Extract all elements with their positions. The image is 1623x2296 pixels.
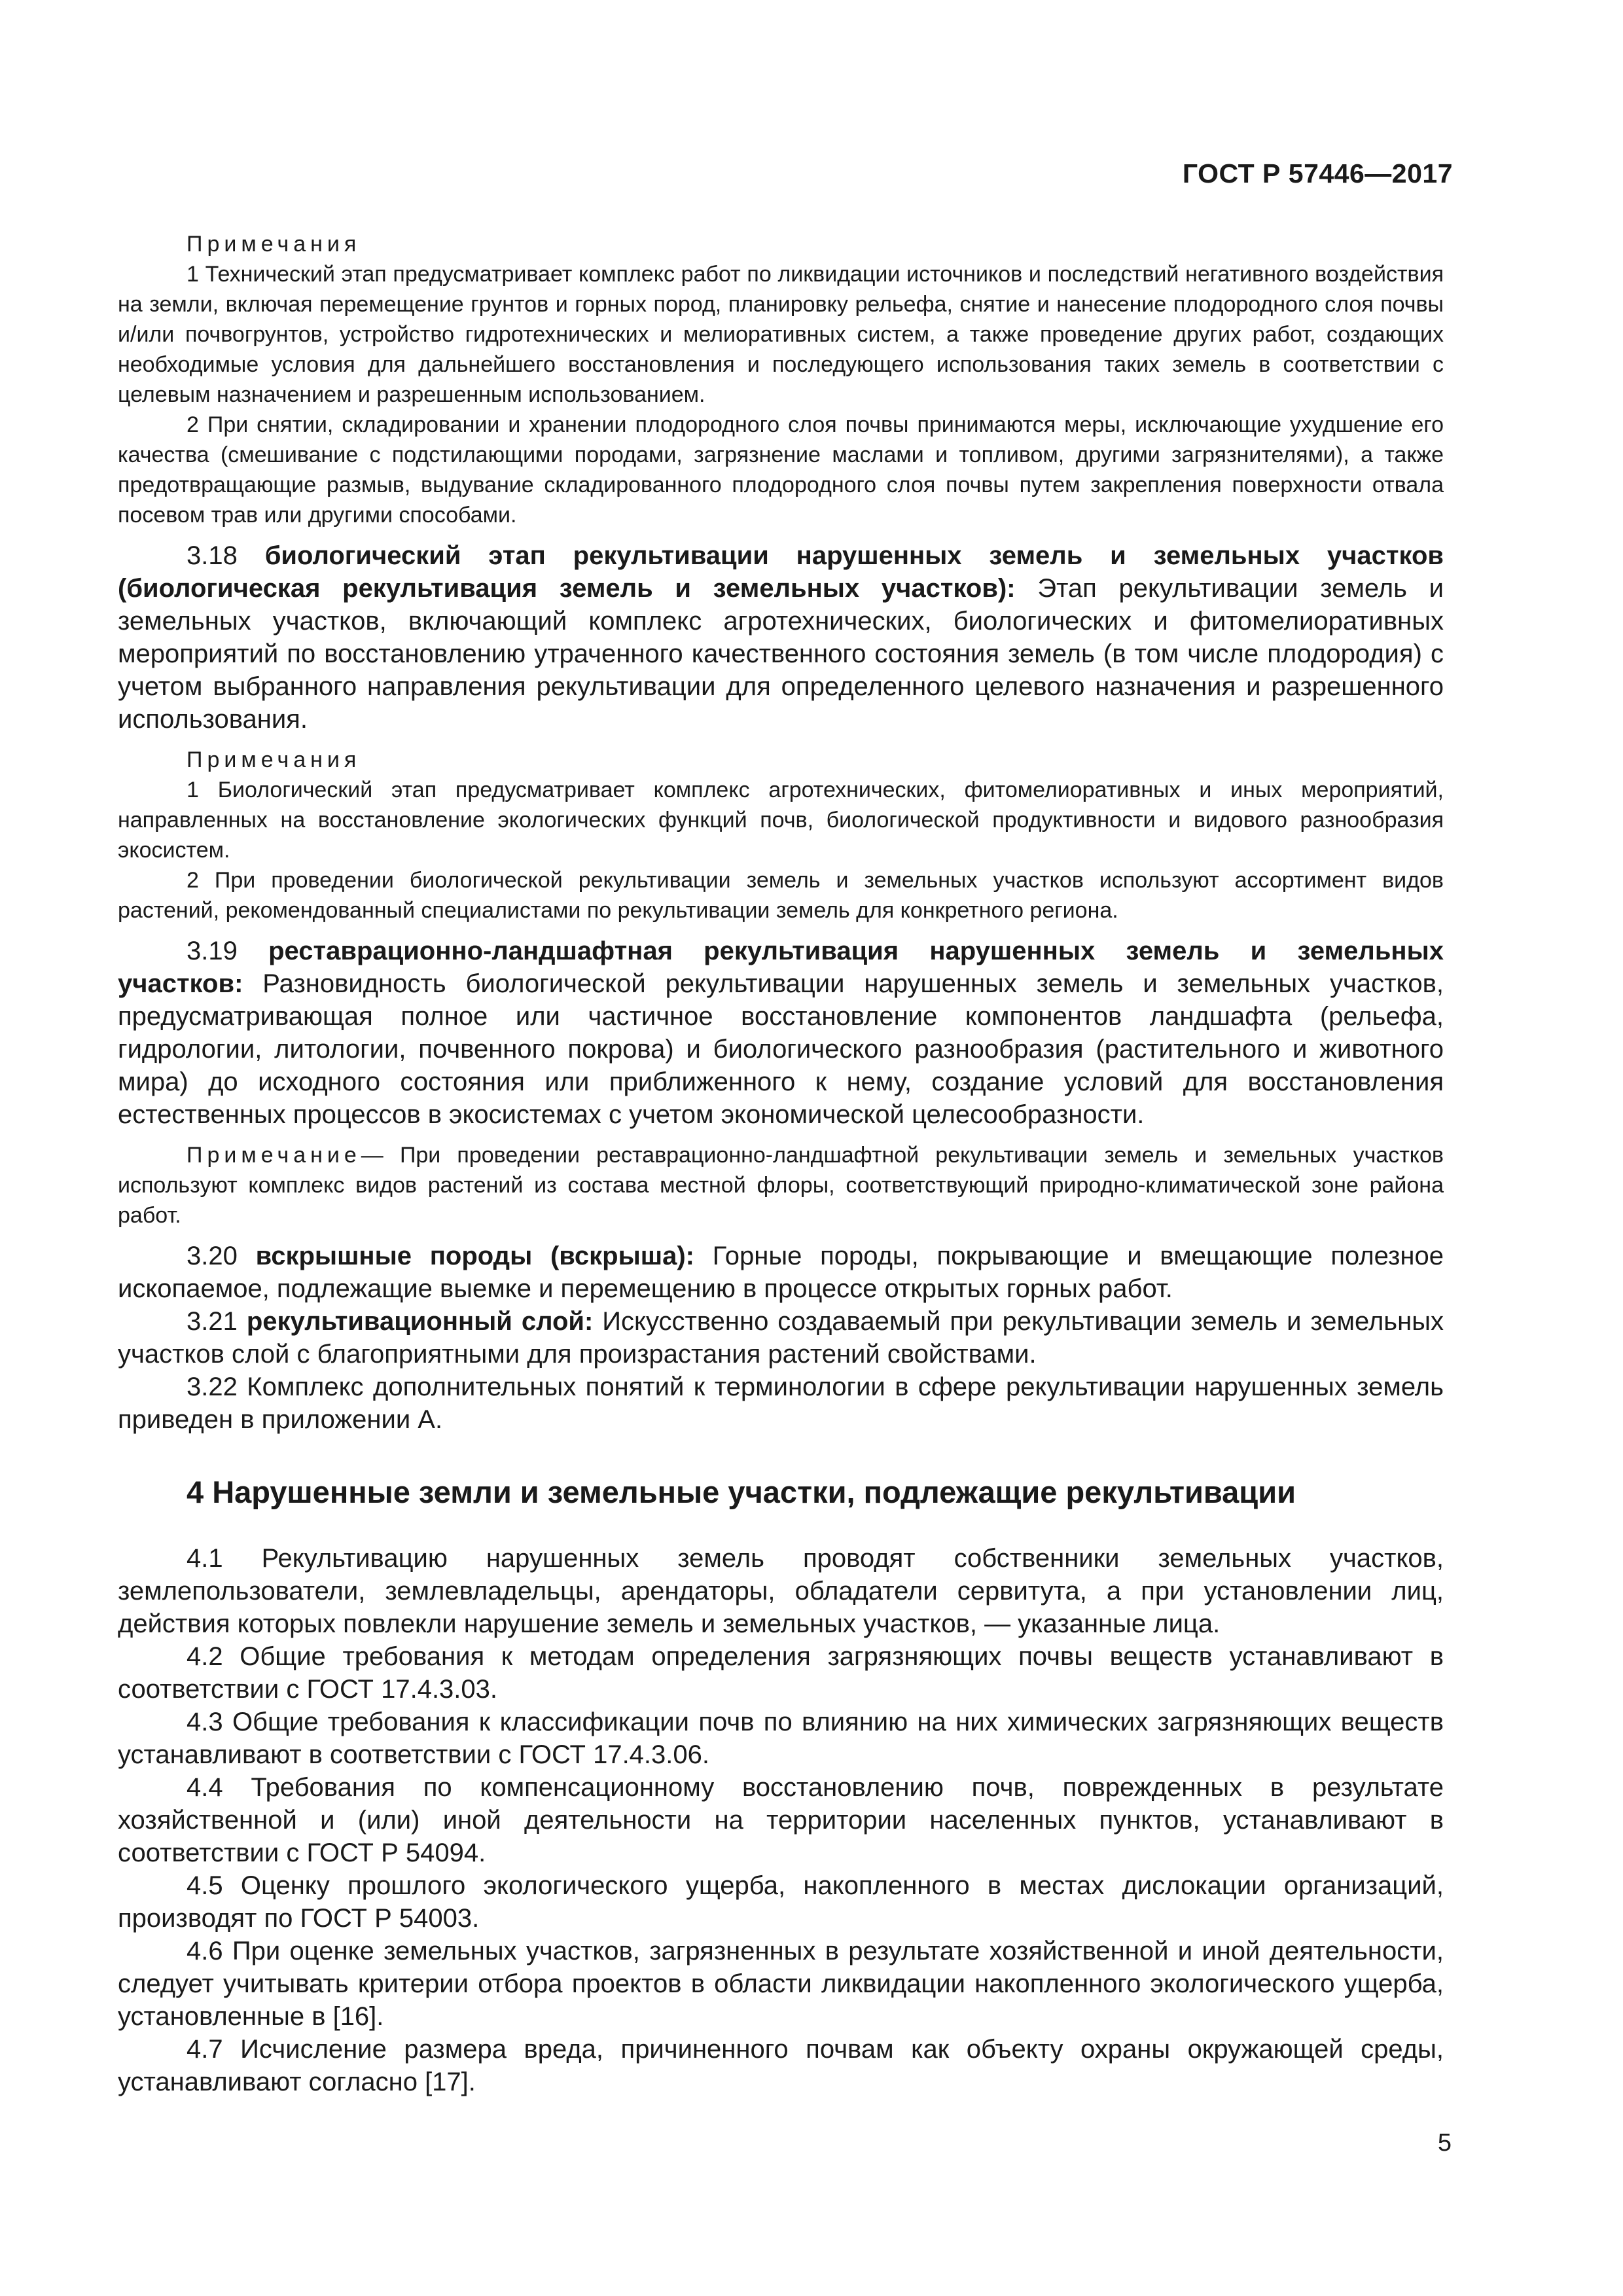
notes-heading: Примечания: [187, 747, 361, 772]
section-paragraph: 4.6 При оценке земельных участков, загрязненных в результате хозяйственной и иной деятельности, следует учитывать критерии отбора проектов в области ликвидации накопленного экологического ущерба, установленные в [16].: [118, 1937, 1444, 2031]
note-paragraph: 2 При проведении биологической рекультивации земель и земельных участков используют ассортимент видов растений, рекомендованный специалистами по рекультивации земель для конкретного региона.: [118, 868, 1444, 923]
notes-heading: Примечания: [187, 232, 361, 257]
term-entry-3-22: 3.22 Комплекс дополнительных понятий к терминологии в сфере рекультивации нарушенных земель приведен в приложении А.: [118, 1372, 1444, 1434]
section-paragraph: 4.7 Исчисление размера вреда, причиненного почвам как объекту охраны окружающей среды, устанавливают согласно [17].: [118, 2035, 1444, 2096]
standard-code: ГОСТ Р 57446—2017: [1182, 158, 1453, 188]
term-name: вскрышные породы (вскрыша):: [255, 1242, 694, 1270]
note-paragraph: 1 Биологический этап предусматривает комплекс агротехнических, фитомелиоративных и иных мероприятий, направленных на восстановление экологических функций почв, биологической продуктивности и видового разнообразия экосистем.: [118, 778, 1444, 863]
section-4-heading: 4 Нарушенные земли и земельные участки, подлежащие рекультивации: [187, 1475, 1296, 1509]
term-definition: Разновидность биологической рекультивации нарушенных земель и земельных участков, предусматривающая полное или частичное восстановление компонентов ландшафта (рельефа, гидрологии, литологии, почвенного покрова) и биологического разнообразия (растительного и животного мира) до исходного состояния или приближенного к нему, создание условий для восстановления естественных процессов в экосистемах с учетом экономической целесообразности.: [118, 969, 1444, 1129]
term-number: 3.18: [187, 541, 238, 570]
term-number: 3.20: [187, 1242, 238, 1270]
term-name: рекультивационный слой:: [246, 1307, 594, 1336]
page-number: 5: [1437, 2129, 1452, 2157]
note-text: — При проведении реставрационно-ландшафтной рекультивации земель и земельных участков используют комплекс видов растений из состава местной флоры, соответствующий природно-климатической зоне района работ.: [118, 1143, 1444, 1228]
term-definition: Горные породы, покрывающие и вмещающие полезное ископаемое, подлежащие выемке и перемещению в процессе открытых горных работ.: [118, 1242, 1444, 1303]
single-note: [118, 1140, 1444, 1230]
term-definition: Этап рекультивации земель и земельных участков, включающий комплекс агротехнических, биологических и фитомелиоративных мероприятий по восстановлению утраченного качественного состояния земель (в том числе плодородия) с учетом выбранного направления рекультивации для определенного целевого назначения и разрешенного использования.: [118, 574, 1444, 734]
section-paragraph: 4.4 Требования по компенсационному восстановлению почв, поврежденных в результате хозяйственной и (или) иной деятельности на территории населенных пунктов, устанавливают в соответствии с ГОСТ Р 54094.: [118, 1773, 1444, 1867]
term-number: 3.19: [187, 937, 238, 965]
term-definition: Искусственно создаваемый при рекультивации земель и земельных участков слой с благоприятными для произрастания растений свойствами.: [118, 1307, 1444, 1369]
term-name: реставрационно-ландшафтная рекультивация нарушенных земель и земельных участков:: [118, 937, 1444, 998]
section-paragraph: 4.5 Оценку прошлого экологического ущерба, накопленного в местах дислокации организаций, производят по ГОСТ Р 54003.: [118, 1871, 1444, 1933]
term-number: 3.21: [187, 1307, 238, 1336]
note-heading: Примечание: [187, 1143, 361, 1168]
section-paragraph: 4.2 Общие требования к методам определения загрязняющих почвы веществ устанавливают в соответствии с ГОСТ 17.4.3.03.: [118, 1642, 1444, 1704]
term-entry-3-21: [118, 1305, 1444, 1371]
term-entry-3-19: [118, 935, 1444, 1131]
term-name: биологический этап рекультивации нарушенных земель и земельных участков (биологическая рекультивация земель и земельных участков):: [118, 541, 1444, 603]
term-entry-3-20: [118, 1240, 1444, 1305]
section-paragraph: 4.1 Рекультивацию нарушенных земель проводят собственники земельных участков, землепользователи, землевладельцы, арендаторы, обладатели сервитута, а при установлении лиц, действия которых повлекли нарушение земель и земельных участков, — указанные лица.: [118, 1544, 1444, 1638]
section-paragraph: 4.3 Общие требования к классификации почв по влиянию на них химических загрязняющих веществ устанавливают в соответствии с ГОСТ 17.4.3.06.: [118, 1708, 1444, 1769]
note-paragraph: 2 При снятии, складировании и хранении плодородного слоя почвы принимаются меры, исключающие ухудшение его качества (смешивание с подстилающими породами, загрязнение маслами и топливом, другими загрязнителями), а также предотвращающие размыв, выдувание складированного плодородного слоя почвы путем закрепления поверхности отвала посевом трав или другими способами.: [118, 412, 1444, 528]
note-paragraph: 1 Технический этап предусматривает комплекс работ по ликвидации источников и последствий негативного воздействия на земли, включая перемещение грунтов и горных пород, планировку рельефа, снятие и нанесение плодородного слоя почвы и/или почвогрунтов, устройство гидротехнических и мелиоративных систем, а также проведение других работ, создающих необходимые условия для дальнейшего восстановления и последующего использования таких земель в соответствии с целевым назначением и разрешенным использованием.: [118, 262, 1444, 407]
page-content: [118, 229, 1444, 2098]
term-entry-3-18: [118, 539, 1444, 736]
